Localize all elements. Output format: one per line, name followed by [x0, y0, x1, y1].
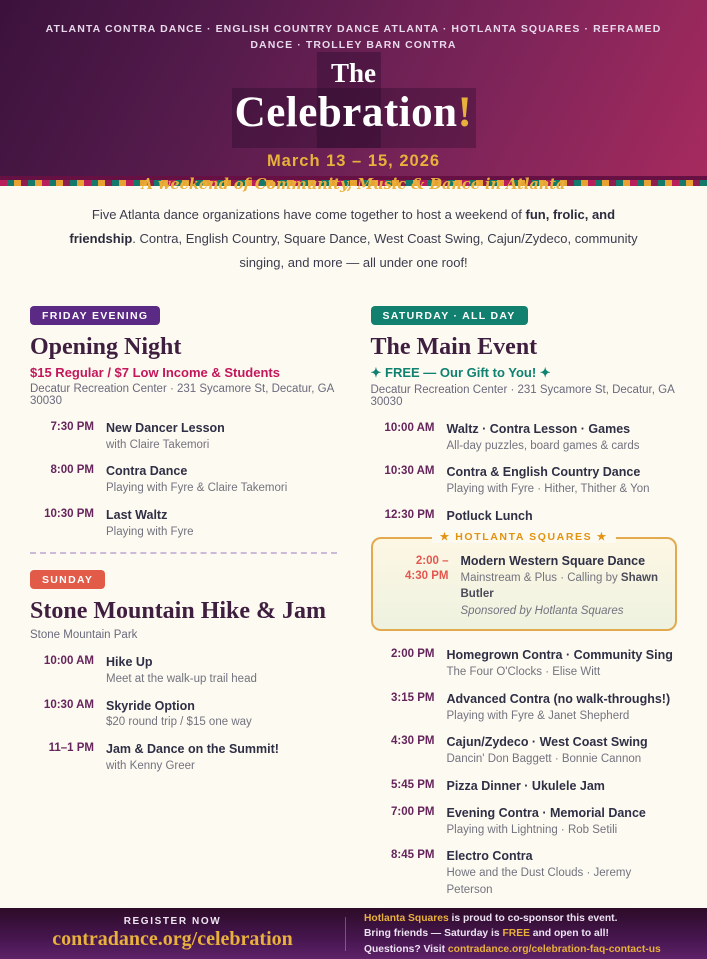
highlight-sponsor-note: Sponsored by Hotlanta Squares: [460, 604, 624, 617]
faq-link[interactable]: contradance.org/celebration-faq-contact-us: [447, 943, 661, 955]
item-detail: with Kenny Greer: [106, 759, 195, 772]
item-time: 10:00 AM: [43, 654, 94, 667]
questions-line: [364, 942, 693, 957]
friday-title: Opening Night: [30, 334, 182, 361]
item-name: Contra & English Country Dance: [446, 465, 641, 480]
section-saturday: [371, 306, 678, 898]
item-name: Homegrown Contra · Community Sing: [446, 648, 673, 663]
title-the: The: [330, 57, 376, 88]
item-name: Last Waltz: [106, 507, 168, 522]
title-celebration: [214, 89, 494, 136]
schedule-item: [371, 647, 678, 681]
item-name: Jam & Dance on the Summit!: [106, 742, 279, 757]
schedule-item: [371, 421, 678, 455]
item-detail: Playing with Lightning · Rob Setili: [446, 823, 618, 836]
free-line-post: and open to all!: [529, 928, 609, 940]
schedule-item: [30, 463, 337, 497]
item-detail: Dancin' Don Baggett · Bonnie Cannon: [446, 753, 642, 766]
item-detail: Howe and the Dust Clouds · Jeremy Peterson: [446, 867, 632, 896]
highlight-time-line2: 4:30 PM: [405, 570, 449, 583]
item-name: Modern Western Square Dance: [460, 553, 646, 568]
sunday-title: Stone Mountain Hike & Jam: [30, 598, 327, 625]
item-time: 8:45 PM: [391, 849, 435, 862]
hero-header: [0, 0, 707, 193]
item-time: 3:15 PM: [391, 691, 435, 704]
item-time: 11–1 PM: [48, 742, 94, 755]
item-time: 12:30 PM: [384, 508, 435, 521]
friday-venue: Decatur Recreation Center · 231 Sycamore St, Decatur, GA 30030: [30, 382, 334, 407]
schedule-item: [371, 805, 678, 839]
free-word: FREE: [502, 928, 530, 940]
event-tagline: A weekend of Community, Music & Dance in Atlanta: [141, 175, 566, 193]
schedule-item: [30, 741, 337, 775]
free-line-pre: Bring friends — Saturday is: [364, 928, 503, 940]
intro-paragraph: [66, 203, 641, 275]
schedule-item: [371, 508, 678, 525]
item-detail: Playing with Fyre · Hither, Thither & Yon: [446, 483, 650, 496]
right-column: [371, 306, 678, 908]
intro-bold: fun, frolic, and friendship: [69, 207, 616, 247]
item-detail: Playing with Fyre & Claire Takemori: [106, 482, 288, 495]
schedule-item-highlight: [385, 553, 664, 620]
item-detail: Meet at the walk-up trail head: [106, 672, 257, 685]
register-url-link[interactable]: contradance.org/celebration: [52, 928, 293, 951]
item-name: Electro Contra: [446, 849, 533, 864]
saturday-badge: SATURDAY · ALL DAY: [371, 306, 528, 325]
friday-price: $15 Regular / $7 Low Income & Students: [30, 364, 280, 380]
item-time: 5:45 PM: [391, 778, 435, 791]
cosponsor-line: [364, 911, 693, 926]
schedule-item: [30, 507, 337, 541]
item-time: 10:30 AM: [43, 698, 94, 711]
hotlanta-label: ★ HOTLANTA SQUARES ★: [432, 531, 616, 543]
highlight-detail-pre: Mainstream & Plus · Calling by: [460, 571, 621, 584]
footer: [0, 908, 707, 959]
item-time: 2:00 PM: [391, 648, 435, 661]
item-time: 8:00 PM: [50, 464, 94, 477]
item-name: Hike Up: [106, 654, 153, 669]
item-name: Pizza Dinner · Ukulele Jam: [446, 778, 605, 793]
item-name: Evening Contra · Memorial Dance: [446, 805, 646, 820]
schedule-item: [371, 848, 678, 898]
cosponsor-name: Hotlanta Squares: [364, 912, 449, 924]
footer-notes: [346, 911, 707, 957]
schedule-columns: [0, 300, 707, 908]
intro-block: [0, 186, 707, 277]
section-sunday: [30, 570, 337, 774]
intro-post: . Contra, English Country, Square Dance, West Coast Swing, Cajun/Zydeco, community singing, and more — all under one roof!: [132, 231, 638, 271]
item-detail: [461, 570, 664, 603]
title-exclamation: !: [457, 88, 473, 136]
highlight-caller-name: Shawn Butler: [460, 571, 658, 601]
sunday-venue: Stone Mountain Park: [30, 628, 138, 641]
free-saturday-line: [364, 926, 693, 941]
item-time: 7:00 PM: [391, 805, 435, 818]
section-friday: [30, 306, 337, 540]
register-block: [0, 916, 345, 951]
schedule-item: [371, 734, 678, 768]
item-time: 10:00 AM: [384, 421, 435, 434]
item-time: 10:30 PM: [44, 507, 94, 520]
register-now-label: REGISTER NOW: [123, 916, 222, 928]
saturday-title: The Main Event: [370, 334, 538, 361]
friday-badge: FRIDAY EVENING: [30, 306, 160, 325]
saturday-free-line: ✦ FREE — Our Gift to You! ✦: [370, 364, 551, 380]
item-time: 10:30 AM: [384, 465, 435, 478]
saturday-venue: Decatur Recreation Center · 231 Sycamore St, Decatur, GA 30030: [370, 383, 675, 408]
item-name: Contra Dance: [106, 464, 188, 479]
schedule-item: [30, 698, 337, 732]
item-detail: The Four O'Clocks · Elise Witt: [446, 666, 601, 679]
sunday-badge: SUNDAY: [30, 570, 105, 589]
item-detail: with Claire Takemori: [106, 438, 210, 451]
schedule-item: [30, 654, 337, 688]
hotlanta-highlight-box: [371, 530, 678, 631]
item-detail: Playing with Fyre & Janet Shepherd: [446, 709, 630, 722]
dashed-divider: [30, 552, 337, 554]
item-name: Cajun/Zydeco · West Coast Swing: [446, 735, 648, 750]
event-title: [214, 56, 494, 148]
item-name: Advanced Contra (no walk-throughs!): [446, 691, 671, 706]
schedule-item: [371, 464, 678, 498]
intro-pre: Five Atlanta dance organizations have come together to host a weekend of: [91, 207, 526, 222]
organizations-line: ATLANTA CONTRA DANCE · ENGLISH COUNTRY DANCE ATLANTA · HOTLANTA SQUARES · REFRAMED DANCE · TROLLEY BARN CONTRA: [45, 23, 662, 51]
item-time: 4:30 PM: [391, 735, 435, 748]
event-dates: March 13 – 15, 2026: [266, 151, 441, 170]
item-name: Potluck Lunch: [446, 508, 533, 523]
schedule-item: [371, 778, 678, 795]
item-detail: All-day puzzles, board games & cards: [446, 439, 640, 452]
item-name: Skyride Option: [106, 698, 195, 713]
highlight-time-line1: 2:00 –: [415, 554, 449, 567]
cosponsor-rest: is proud to co-sponsor this event.: [448, 912, 618, 924]
schedule-item: [371, 691, 678, 725]
left-column: [30, 306, 337, 784]
item-detail: Playing with Fyre: [106, 525, 194, 538]
item-time: [385, 553, 449, 620]
title-celebration-text: Celebration: [234, 88, 458, 136]
questions-pre: Questions? Visit: [364, 943, 448, 955]
item-time: 7:30 PM: [50, 420, 94, 433]
item-name: New Dancer Lesson: [106, 420, 225, 435]
schedule-item: [30, 420, 337, 454]
item-detail: $20 round trip / $15 one way: [106, 716, 252, 729]
item-name: Waltz · Contra Lesson · Games: [446, 421, 631, 436]
